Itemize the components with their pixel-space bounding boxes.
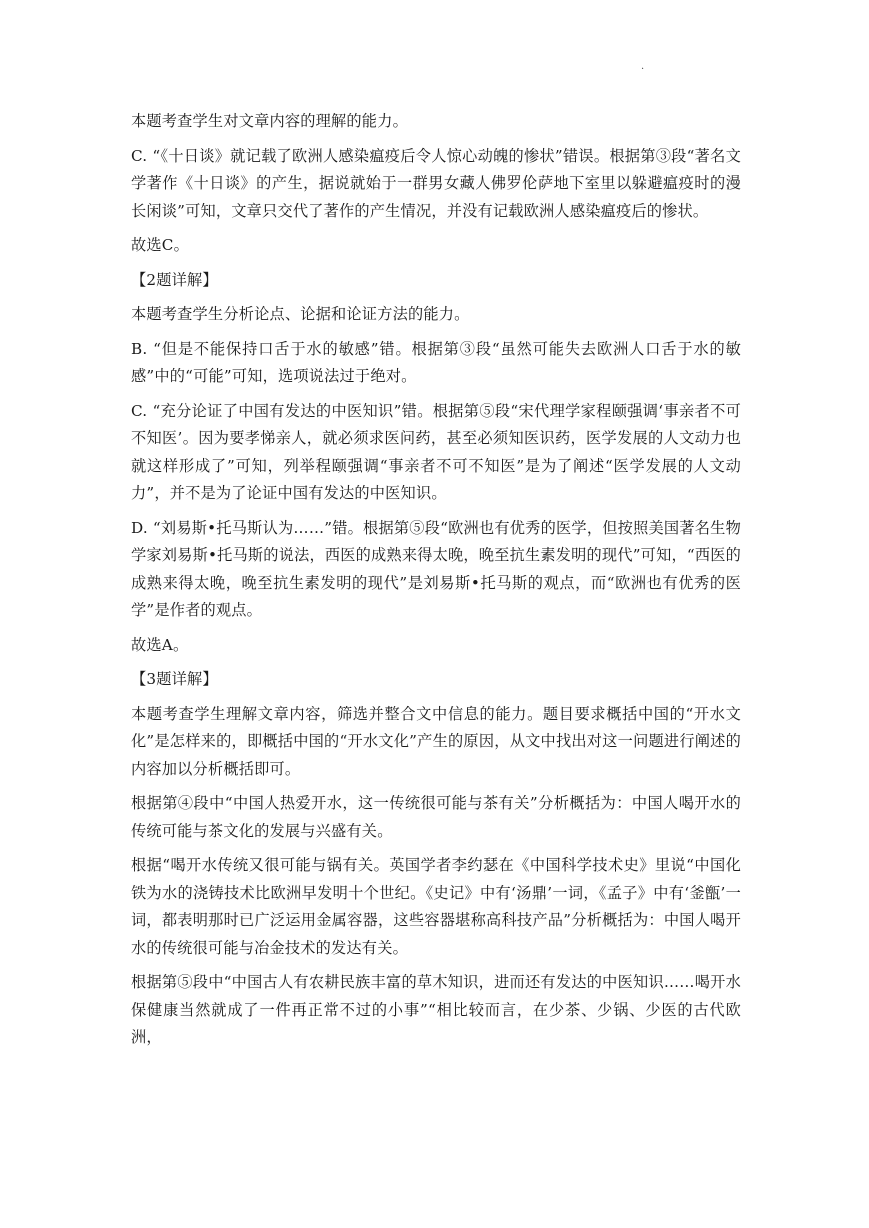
paragraph: B. “但是不能保持口舌于水的敏感”错。根据第③段“虽然可能失去欧洲人口舌于水的敏感”中的“可能”可知，选项说法过于绝对。 (131, 339, 741, 385)
section-heading: 【2题详解】 (131, 270, 218, 289)
answer-explanation-text (131, 108, 741, 1052)
paragraph: 故选C。 (131, 236, 189, 254)
paragraph: 本题考查学生对文章内容的理解的能力。 (131, 112, 408, 130)
paragraph: 本题考查学生分析论点、论据和论证方法的能力。 (131, 305, 470, 323)
paragraph: 根据第④段中“中国人热爱开水，这一传统很可能与茶有关”分析概括为：中国人喝开水的传统可能与茶文化的发展与兴盛有关。 (131, 794, 741, 840)
paragraph: D. “刘易斯•托马斯认为……”错。根据第⑤段“欧洲也有优秀的医学，但按照美国著名生物学家刘易斯•托马斯的说法，西医的成熟来得太晚，晚至抗生素发明的现代”可知，“西医的成熟来得太晚，晚至抗生素发明的现代”是刘易斯•托马斯的观点，而“欧洲也有优秀的医学”是作者的观点。 (131, 518, 741, 619)
paragraph: 根据第⑤段中“中国古人有农耕民族丰富的草木知识，进而还有发达的中医知识……喝开水保健康当然就成了一件再正常不过的小事”“相比较而言，在少茶、少锅、少医的古代欧洲， (131, 973, 741, 1046)
paragraph: C. “充分论证了中国有发达的中医知识”错。根据第⑤段“宋代理学家程颐强调‘事亲者不可不知医’。因为要孝悌亲人，就必须求医问药，甚至必须知医识药，医学发展的人文动力也就这样形成了”可知，列举程颐强调“事亲者不可不知医”是为了阐述“医学发展的人文动力”，并不是为了论证中国有发达的中医知识。 (131, 401, 741, 502)
corner-mark: · (641, 64, 645, 75)
paragraph: C. “《十日谈》就记载了欧洲人感染瘟疫后令人惊心动魄的惨状”错误。根据第③段“著名文学著作《十日谈》的产生，据说就始于一群男女藏人佛罗伦萨地下室里以躲避瘟疫时的漫长闲谈”可知，文章只交代了著作的产生情况，并没有记载欧洲人感染瘟疫后的惨状。 (131, 146, 741, 220)
paragraph: 根据“喝开水传统又很可能与锅有关。英国学者李约瑟在《中国科学技术史》里说“中国化铁为水的浇铸技术比欧洲早发明十个世纪。《史记》中有‘汤鼎’一词，《孟子》中有‘釜甑’一词，都表明那时已广泛运用金属容器，这些容器堪称高科技产品”分析概括为：中国人喝开水的传统很可能与冶金技术的发达有关。 (131, 856, 741, 957)
paragraph: 故选A。 (131, 635, 189, 654)
paragraph: 本题考查学生理解文章内容，筛选并整合文中信息的能力。题目要求概括中国的“开水文化”是怎样来的，即概括中国的“开水文化”产生的原因，从文中找出对这一问题进行阐述的内容加以分析概括即可。 (131, 704, 741, 778)
section-heading: 【3题详解】 (131, 670, 218, 688)
